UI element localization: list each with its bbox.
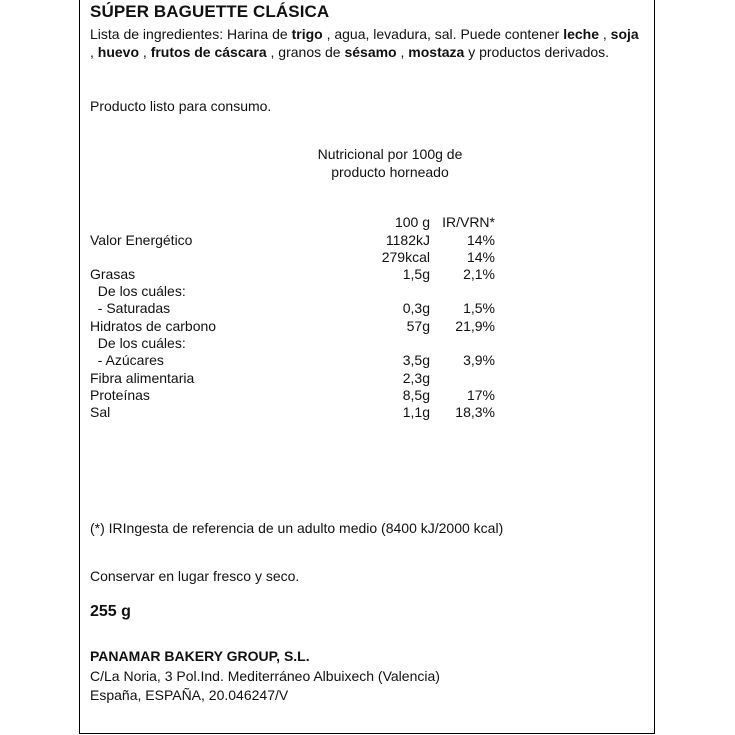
nutrition-row-name: De los cuáles: [90, 283, 186, 299]
ingredients-list [90, 25, 640, 61]
nutrition-row-name: Proteínas [90, 387, 150, 403]
nutrition-row-value: 2,3g [402, 370, 430, 386]
product-title: SÚPER BAGUETTE CLÁSICA [90, 2, 330, 21]
product-label [79, 0, 655, 734]
allergen-nuts: frutos de cáscara [150, 44, 267, 60]
nutrition-row-name: - Saturadas [90, 300, 171, 316]
nutrition-row-name: Hidratos de carbono [90, 318, 217, 334]
ingredients-text: , agua, levadura, sal. Puede contener [322, 26, 564, 42]
allergen-egg: huevo [97, 44, 140, 60]
nutrition-row-name: Sal [90, 404, 111, 420]
storage-instructions: Conservar en lugar fresco y seco. [90, 568, 300, 584]
nutrition-row-value: 0,3g [402, 300, 430, 316]
nutrition-row-name: Grasas [90, 266, 136, 282]
nutrition-row-ir: 17% [466, 387, 495, 403]
nutrition-col-ir-header: IR/VRN* [442, 214, 495, 230]
nutrition-col-100g-header: 100 g [394, 214, 430, 230]
ingredients-text: , [396, 44, 409, 60]
nutrition-row-value: 1,1g [402, 404, 430, 420]
nutrition-row-name: Fibra alimentaria [90, 370, 195, 386]
nutrition-row-value: 57g [406, 318, 430, 334]
company-name: PANAMAR BAKERY GROUP, S.L. [90, 648, 310, 664]
nutrition-row-value: 279kcal [381, 249, 430, 265]
allergen-sesame: sésamo [344, 44, 397, 60]
ingredients-text: , [139, 44, 151, 60]
company-address: C/La Noria, 3 Pol.Ind. Mediterráneo Albuixech (Valencia) [90, 668, 440, 684]
ingredients-text: , [90, 44, 98, 60]
allergen-wheat: trigo [291, 26, 323, 42]
nutrition-row-value: 1182kJ [385, 232, 430, 248]
nutrition-row-ir: 2,1% [463, 266, 495, 282]
allergen-mustard: mostaza [408, 44, 465, 60]
nutrition-row-value: 3,5g [402, 352, 430, 368]
allergen-soy: soja [610, 26, 639, 42]
nutrition-row-name: - Azúcares [90, 352, 164, 368]
ingredients-text: y productos derivados. [464, 44, 610, 60]
ingredients-text: , [599, 26, 611, 42]
nutrition-row-ir: 14% [466, 232, 495, 248]
ready-to-eat-note: Producto listo para consumo. [90, 98, 272, 114]
nutrition-row-name: De los cuáles: [90, 335, 186, 351]
nutrition-row-name: Valor Energético [90, 232, 193, 248]
nutrition-row-ir: 18,3% [455, 404, 495, 420]
reference-intake-note: (*) IRIngesta de referencia de un adulto medio (8400 kJ/2000 kcal) [90, 520, 504, 536]
nutrition-heading: Nutricional por 100g de producto horneado [317, 146, 463, 180]
company-country-registry: España, ESPAÑA, 20.046247/V [90, 687, 289, 703]
nutrition-row-value: 1,5g [402, 266, 430, 282]
nutrition-row-ir: 14% [466, 249, 495, 265]
allergen-milk: leche [563, 26, 599, 42]
net-weight: 255 g [90, 603, 131, 620]
nutrition-row-ir: 3,9% [463, 352, 495, 368]
nutrition-row-ir: 21,9% [455, 318, 495, 334]
nutrition-row-value: 8,5g [402, 387, 430, 403]
ingredients-text: , granos de [266, 44, 345, 60]
nutrition-row-ir: 1,5% [463, 300, 495, 316]
ingredients-text: Lista de ingredientes: Harina de [90, 26, 292, 42]
